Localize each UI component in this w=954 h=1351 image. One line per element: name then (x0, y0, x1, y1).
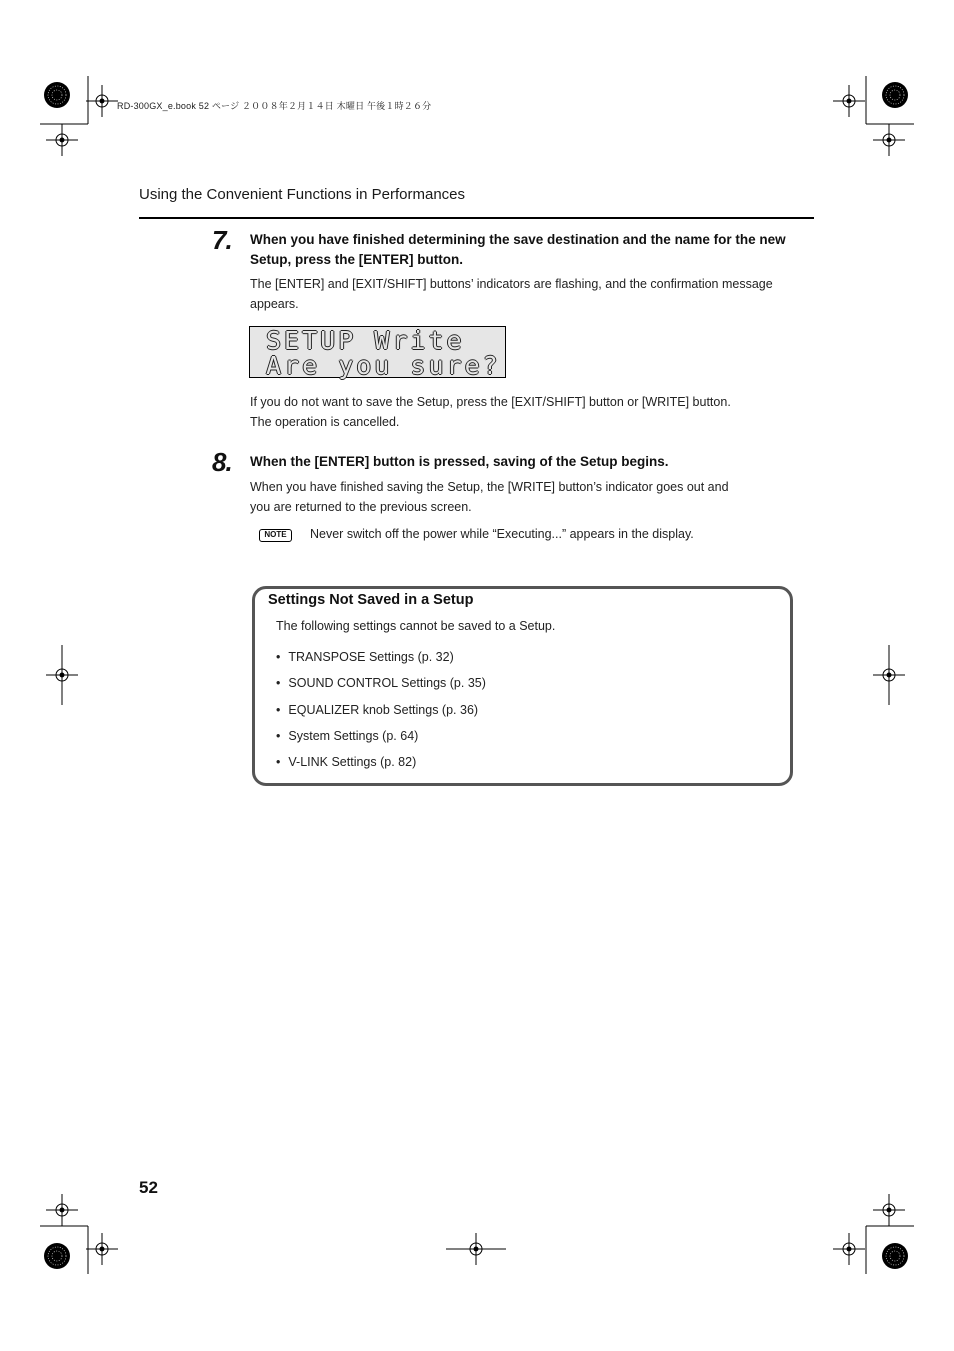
step-number: 8. (212, 447, 232, 477)
step-body: When you have finished saving the Setup, the [WRITE] button’s indicator goes out and you are returned to the previous screen. (250, 480, 729, 514)
step-heading: When you have finished determining the save destination and the name for the new Setup, press the [ENTER] button. (250, 232, 786, 267)
registration-target-icon (44, 1243, 70, 1269)
lcd-line-1: SETUP Write (266, 326, 465, 355)
list-item: • System Settings (p. 64) (276, 723, 486, 749)
info-box-list (276, 644, 486, 775)
cancel-text-line-2: The operation is cancelled. (250, 415, 400, 429)
lcd-line-2: Are you sure? (266, 351, 501, 380)
registration-crosshair-icon (833, 1233, 865, 1265)
note-text: Never switch off the power while “Executing...” appears in the display. (310, 527, 694, 541)
list-item: • V-LINK Settings (p. 82) (276, 749, 486, 775)
step-number: 7. (212, 225, 232, 255)
registration-crosshair-icon (873, 1194, 905, 1226)
page-number: 52 (139, 1178, 158, 1197)
list-item: • EQUALIZER knob Settings (p. 36) (276, 697, 486, 723)
print-header: RD-300GX_e.book 52 ページ ２００８年２月１４日 木曜日 午後１時２６分 (117, 101, 432, 111)
info-box-title: Settings Not Saved in a Setup (268, 592, 474, 608)
registration-target-icon (882, 82, 908, 108)
registration-crosshair-icon (46, 1194, 78, 1226)
lcd-display (249, 326, 506, 378)
list-item: • TRANSPOSE Settings (p. 32) (276, 644, 486, 670)
registration-crosshair-icon (873, 124, 905, 156)
registration-crosshair-icon (86, 1233, 118, 1265)
note-badge: NOTE (259, 529, 292, 542)
section-divider (139, 217, 814, 219)
info-box-intro: The following settings cannot be saved to a Setup. (276, 619, 556, 633)
list-item: • SOUND CONTROL Settings (p. 35) (276, 670, 486, 696)
step-heading: When the [ENTER] button is pressed, saving of the Setup begins. (250, 454, 669, 469)
registration-target-icon (882, 1243, 908, 1269)
registration-crosshair-icon (833, 85, 865, 117)
registration-crosshair-icon (86, 85, 118, 117)
registration-crosshair-icon (46, 124, 78, 156)
step-body: The [ENTER] and [EXIT/SHIFT] buttons’ indicators are flashing, and the confirmation message appears. (250, 277, 773, 311)
registration-target-icon (44, 82, 70, 108)
cancel-text-line-1: If you do not want to save the Setup, press the [EXIT/SHIFT] button or [WRITE] button. (250, 395, 731, 409)
section-title: Using the Convenient Functions in Performances (139, 186, 466, 203)
